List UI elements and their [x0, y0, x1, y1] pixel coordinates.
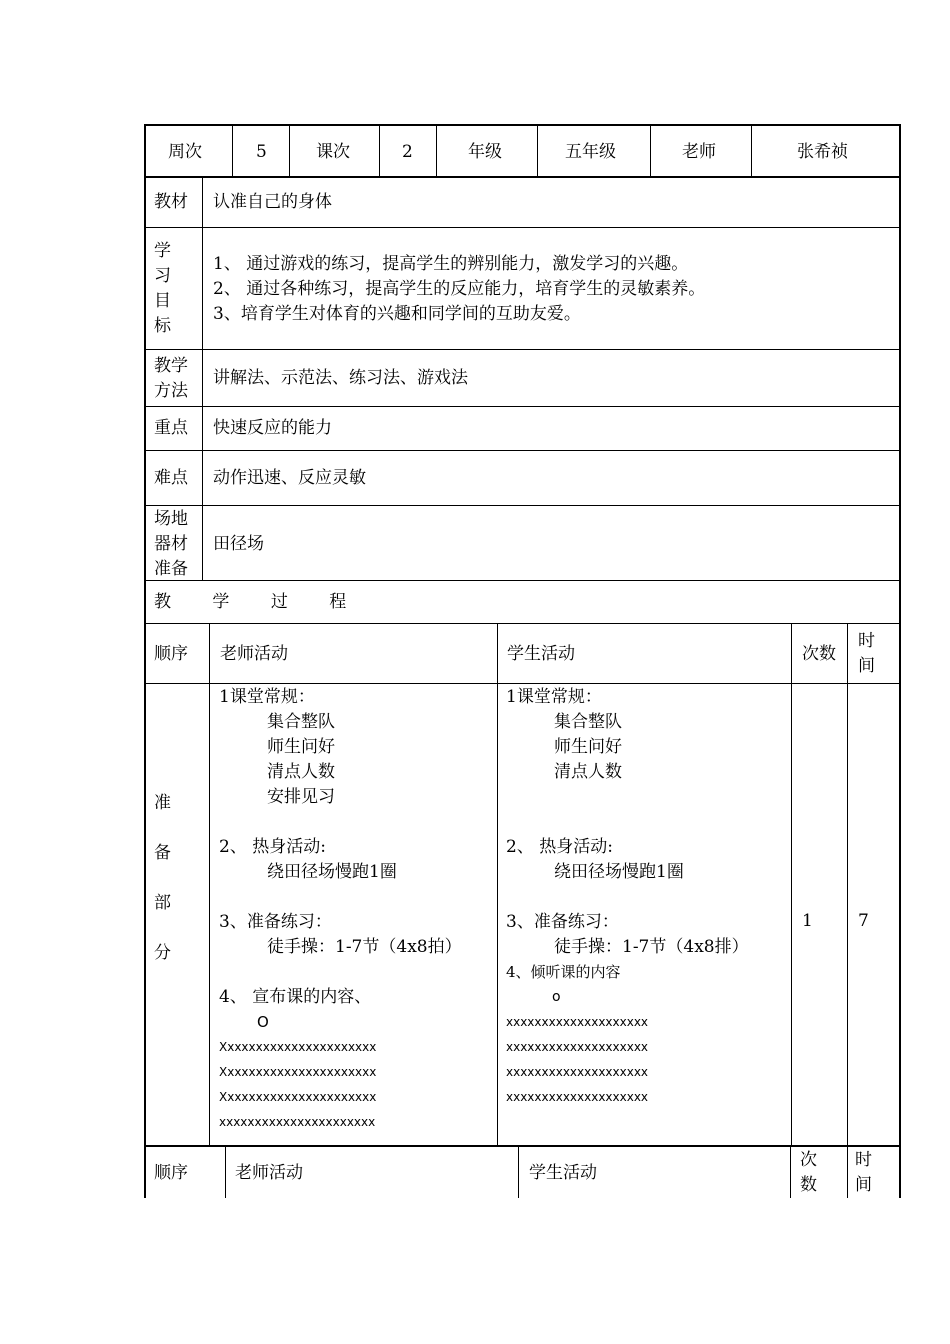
col-divider: [225, 1146, 226, 1198]
row-divider: [144, 406, 901, 407]
col-divider: [847, 623, 848, 1145]
row-divider: [144, 580, 901, 581]
count-header: 次数: [802, 644, 836, 664]
method-label: 教学 方法: [154, 356, 188, 401]
prep-count: 1: [802, 911, 813, 931]
objectives-label: 学 习 目 标: [154, 241, 171, 336]
teacher-activity-content: 1课堂常规： 集合整队 师生问好 清点人数 安排见习 2、 热身活动: 绕田径场慢跑1圈 3、准备练习： 徒手操：1-7节（4x8拍） 4、 宣布课的内容、 O Xxxxxxxxxxxxxxxxxxxxxx Xxxxxxxxxxxxxxxxxxxxxx Xxxxxxxxxxxxxxxxxxxxxx xxxxxxxxxxxxxxxxxxxxxx: [219, 685, 494, 1135]
prep-section-label: 准 备 部 分: [154, 793, 171, 963]
col-divider: [518, 1146, 519, 1198]
col-divider: [209, 623, 210, 1145]
method-value: 讲解法、示范法、练习法、游戏法: [213, 368, 468, 388]
grade-value: 五年级: [565, 142, 616, 162]
time-header: 时 间: [858, 631, 875, 676]
prep-time: 7: [858, 911, 869, 931]
row-divider: [144, 176, 901, 178]
formation-row: Xxxxxxxxxxxxxxxxxxxxxx: [219, 1090, 377, 1104]
formation-marker: o: [552, 989, 561, 1005]
col-divider: [289, 124, 290, 176]
process-title: 教 学 过 程: [154, 592, 347, 612]
col-divider: [751, 124, 752, 176]
teacher-value: 张希祯: [797, 142, 848, 162]
venue-label: 场地 器材 准备: [154, 509, 188, 579]
formation-row: Xxxxxxxxxxxxxxxxxxxxxx: [219, 1065, 377, 1079]
grade-label: 年级: [468, 142, 502, 162]
lesson-label: 课次: [316, 142, 350, 162]
lesson-value: 2: [402, 142, 413, 162]
student-activity-header: 学生活动: [507, 644, 575, 664]
col-divider: [537, 124, 538, 176]
key-point-value: 快速反应的能力: [213, 418, 332, 438]
objectives-list: [213, 252, 893, 327]
order-header: 顺序: [154, 644, 188, 664]
col-divider: [791, 623, 792, 1145]
difficulty-value: 动作迅速、反应灵敏: [213, 468, 366, 488]
row-divider: [144, 623, 901, 624]
material-value: 认准自己的身体: [213, 192, 332, 212]
difficulty-label: 难点: [154, 468, 188, 488]
formation-marker: O: [257, 1013, 269, 1031]
objective-item: 3、培育学生对体育的兴趣和同学间的互助友爱。: [213, 304, 581, 324]
col-divider: [379, 124, 380, 176]
order-header-2: 顺序: [154, 1163, 188, 1183]
key-point-label: 重点: [154, 418, 188, 438]
teacher-activity-header-2: 老师活动: [235, 1163, 303, 1183]
formation-row: Xxxxxxxxxxxxxxxxxxxxxx: [219, 1040, 377, 1054]
table-border-top: [144, 124, 901, 126]
table-border-right: [899, 124, 901, 1198]
col-divider: [436, 124, 437, 176]
formation-row: xxxxxxxxxxxxxxxxxxxx: [506, 1040, 649, 1054]
venue-value: 田径场: [213, 534, 264, 554]
row-divider: [144, 227, 901, 228]
formation-row: xxxxxxxxxxxxxxxxxxxxxx: [219, 1115, 376, 1129]
teacher-label: 老师: [682, 142, 716, 162]
student-activity-header-2: 学生活动: [529, 1163, 597, 1183]
formation-row: xxxxxxxxxxxxxxxxxxxx: [506, 1090, 649, 1104]
row-divider: [144, 1145, 901, 1147]
objective-item: 1、 通过游戏的练习，提高学生的辨别能力，激发学习的兴趣。: [213, 254, 689, 274]
row-divider: [144, 505, 901, 506]
table-border-left: [144, 124, 146, 1198]
col-divider: [232, 124, 233, 176]
col-divider: [497, 623, 498, 1145]
row-divider: [144, 683, 901, 684]
formation-row: xxxxxxxxxxxxxxxxxxxx: [506, 1015, 649, 1029]
col-divider: [202, 176, 203, 580]
row-divider: [144, 450, 901, 451]
time-header-2: 时 间: [855, 1150, 872, 1195]
col-divider: [847, 1146, 848, 1198]
week-label: 周次: [168, 142, 202, 162]
formation-row: xxxxxxxxxxxxxxxxxxxx: [506, 1065, 649, 1079]
count-header-2: 次 数: [800, 1150, 817, 1195]
col-divider: [650, 124, 651, 176]
material-label: 教材: [154, 192, 188, 212]
col-divider: [790, 1146, 791, 1198]
objective-item: 2、 通过各种练习，提高学生的反应能力，培育学生的灵敏素养。: [213, 279, 706, 299]
teacher-activity-header: 老师活动: [220, 644, 288, 664]
row-divider: [144, 349, 901, 350]
student-activity-content: 1课堂常规： 集合整队 师生问好 清点人数 2、 热身活动: 绕田径场慢跑1圈 3、准备练习： 徒手操：1-7节（4x8排） 4、倾听课的内容 o xxxxxxxxxxxxxxxxxxxx xxxxxxxxxxxxxxxxxxxx xxxxxxxxxxxxxxxxxxxx xxxxxxxxxxxxxxxxxxxx: [506, 685, 789, 1110]
week-value: 5: [256, 142, 267, 162]
